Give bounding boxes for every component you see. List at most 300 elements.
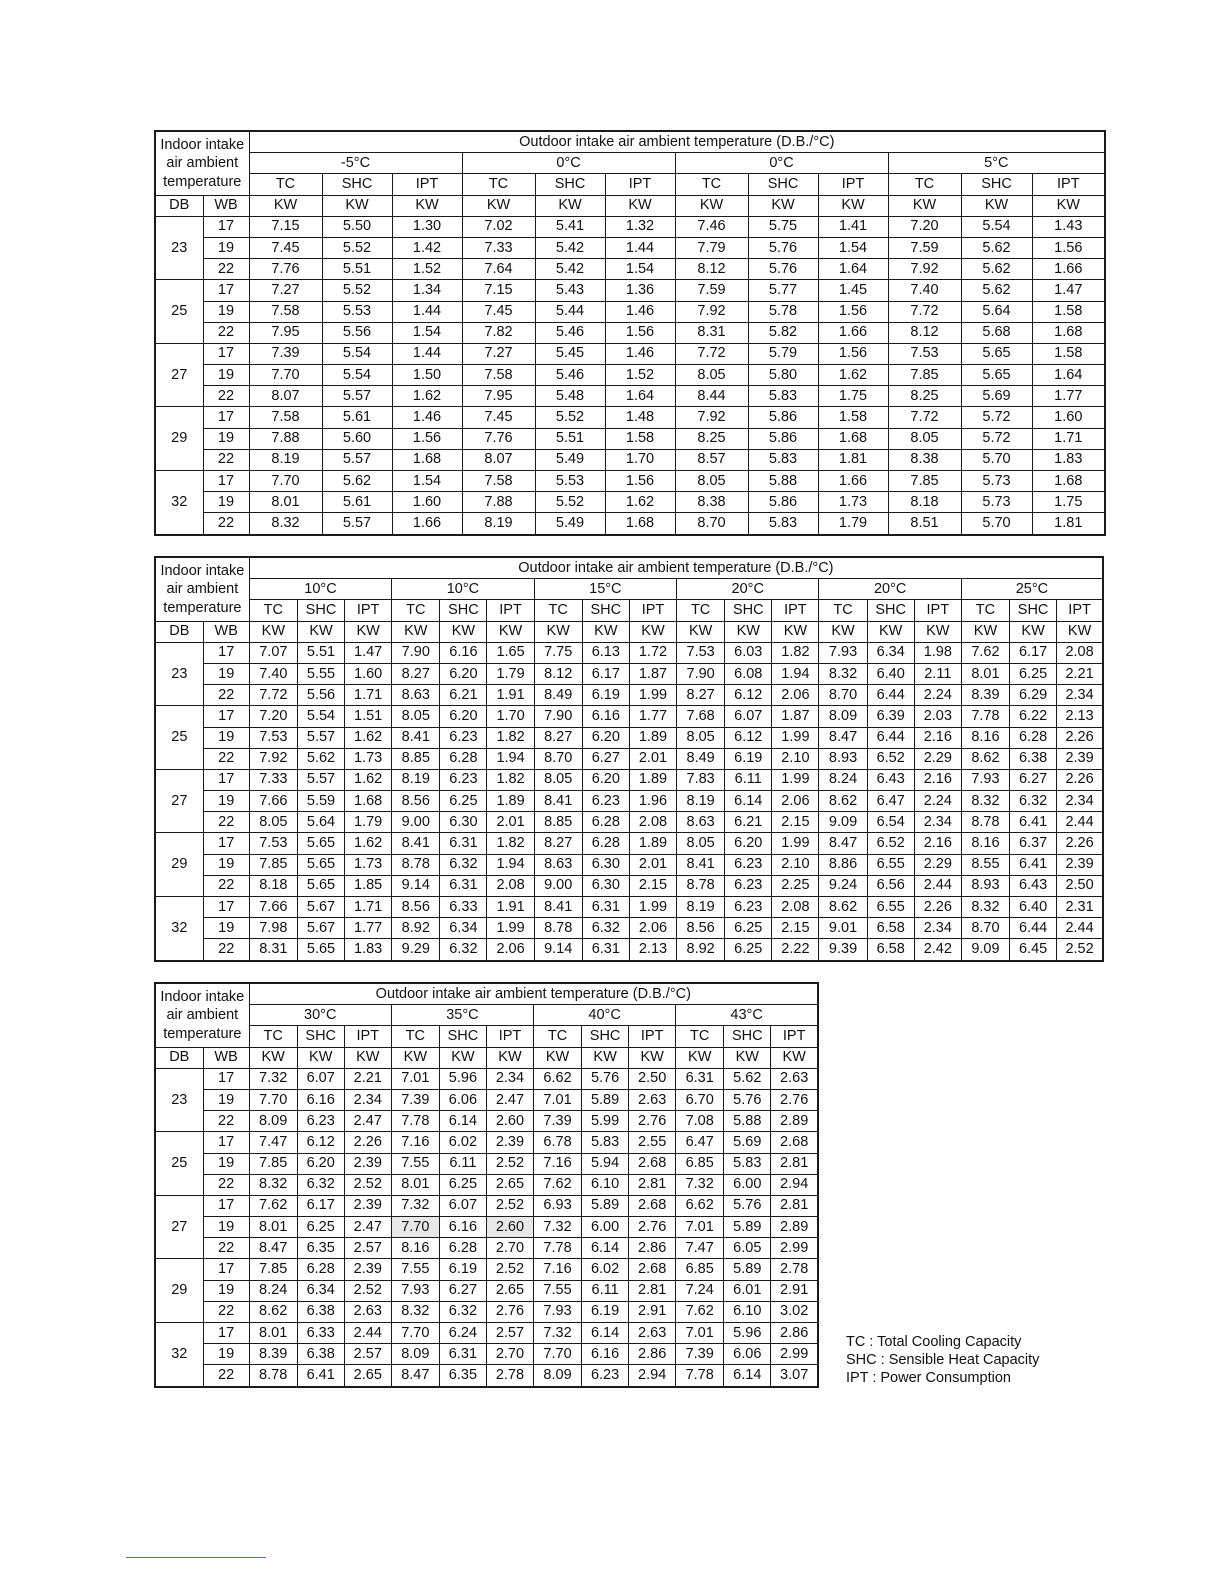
value-cell: 2.39 <box>1057 748 1103 769</box>
value-cell: 5.61 <box>322 407 392 428</box>
value-cell: 2.68 <box>629 1153 676 1174</box>
value-cell: 7.32 <box>676 1174 724 1195</box>
value-cell: 5.56 <box>297 685 344 706</box>
subcol-header: SHC <box>961 174 1032 195</box>
value-cell: 6.32 <box>440 939 487 961</box>
value-cell: 8.78 <box>249 1365 297 1387</box>
value-cell: 6.40 <box>1010 897 1057 918</box>
value-cell: 8.27 <box>392 663 440 684</box>
value-cell: 1.52 <box>392 259 462 280</box>
value-cell: 8.93 <box>961 875 1009 896</box>
value-cell: 8.05 <box>675 471 748 492</box>
value-cell: 5.80 <box>748 365 818 386</box>
value-cell: 8.32 <box>961 791 1009 812</box>
table-row <box>155 833 1103 854</box>
value-cell: 6.23 <box>582 791 629 812</box>
db-cell: 27 <box>155 1195 203 1259</box>
value-cell: 1.34 <box>392 280 462 301</box>
value-cell: 7.88 <box>462 492 535 513</box>
value-cell: 6.32 <box>1010 791 1057 812</box>
unit-cell: KW <box>440 621 487 642</box>
value-cell: 5.43 <box>535 280 605 301</box>
value-cell: 2.06 <box>487 939 534 961</box>
value-cell: 2.52 <box>486 1259 533 1280</box>
value-cell: 6.38 <box>297 1301 344 1322</box>
value-cell: 6.55 <box>867 854 914 875</box>
value-cell: 8.70 <box>961 918 1009 939</box>
value-cell: 6.47 <box>867 791 914 812</box>
value-cell: 8.41 <box>392 833 440 854</box>
wb-cell: 17 <box>203 1132 249 1153</box>
value-cell: 5.54 <box>322 343 392 364</box>
value-cell: 5.94 <box>582 1153 629 1174</box>
value-cell: 8.24 <box>819 769 867 790</box>
subcol-header: TC <box>676 1026 724 1047</box>
value-cell: 7.68 <box>677 706 725 727</box>
value-cell: 5.45 <box>535 343 605 364</box>
table-row <box>155 1153 818 1174</box>
wb-cell: 19 <box>203 301 249 322</box>
value-cell: 1.47 <box>1032 280 1105 301</box>
performance-table-2 <box>154 556 1104 962</box>
value-cell: 6.52 <box>867 748 914 769</box>
value-cell: 6.14 <box>725 791 772 812</box>
value-cell: 6.31 <box>440 833 487 854</box>
table-row <box>155 1217 818 1238</box>
wb-cell: 22 <box>203 875 249 896</box>
db-cell: 32 <box>155 1323 203 1387</box>
value-cell: 7.01 <box>676 1323 724 1344</box>
unit-cell: KW <box>677 621 725 642</box>
value-cell: 2.16 <box>914 833 961 854</box>
value-cell: 8.56 <box>392 897 440 918</box>
value-cell: 2.08 <box>1057 642 1103 663</box>
value-cell: 2.08 <box>629 812 676 833</box>
value-cell: 6.45 <box>1010 939 1057 961</box>
table-row <box>155 1344 818 1365</box>
indoor-header-line: temperature <box>163 173 242 190</box>
value-cell: 6.41 <box>297 1365 344 1387</box>
value-cell: 6.29 <box>1010 685 1057 706</box>
value-cell: 5.82 <box>748 322 818 343</box>
wb-cell: 19 <box>203 727 249 748</box>
wb-cell: 17 <box>203 216 249 237</box>
value-cell: 6.39 <box>867 706 914 727</box>
value-cell: 1.62 <box>392 386 462 407</box>
value-cell: 2.13 <box>1057 706 1103 727</box>
value-cell: 7.78 <box>961 706 1009 727</box>
value-cell: 6.44 <box>867 685 914 706</box>
value-cell: 2.63 <box>629 1089 676 1110</box>
value-cell: 5.77 <box>748 280 818 301</box>
value-cell: 6.32 <box>439 1301 486 1322</box>
value-cell: 1.81 <box>818 449 888 470</box>
value-cell: 2.42 <box>914 939 961 961</box>
subcol-header: SHC <box>748 174 818 195</box>
unit-cell: KW <box>391 1047 439 1068</box>
unit-cell: KW <box>392 621 440 642</box>
value-cell: 8.70 <box>819 685 867 706</box>
value-cell: 5.51 <box>322 259 392 280</box>
value-cell: 1.77 <box>345 918 392 939</box>
db-cell: 29 <box>155 1259 203 1323</box>
value-cell: 2.39 <box>344 1259 391 1280</box>
subcol-header: TC <box>391 1026 439 1047</box>
wb-cell: 17 <box>203 897 249 918</box>
wb-cell: 17 <box>203 280 249 301</box>
value-cell: 5.88 <box>724 1111 771 1132</box>
wb-header: WB <box>203 195 249 216</box>
value-cell: 2.76 <box>486 1301 533 1322</box>
value-cell: 1.46 <box>605 301 675 322</box>
table-row <box>155 280 1105 301</box>
table-row <box>155 897 1103 918</box>
value-cell: 2.06 <box>629 918 676 939</box>
value-cell: 6.41 <box>1010 854 1057 875</box>
value-cell: 1.62 <box>605 492 675 513</box>
value-cell: 6.14 <box>582 1323 629 1344</box>
value-cell: 6.12 <box>725 685 772 706</box>
subcol-header: SHC <box>297 1026 344 1047</box>
value-cell: 8.92 <box>677 939 725 961</box>
value-cell: 2.52 <box>486 1153 533 1174</box>
unit-cell: KW <box>439 1047 486 1068</box>
value-cell: 5.99 <box>582 1111 629 1132</box>
unit-cell: KW <box>724 1047 771 1068</box>
value-cell: 7.59 <box>888 237 961 258</box>
wb-cell: 22 <box>203 1365 249 1387</box>
unit-cell: KW <box>676 1047 724 1068</box>
db-cell: 29 <box>155 407 203 471</box>
value-cell: 7.40 <box>888 280 961 301</box>
value-cell: 6.44 <box>1010 918 1057 939</box>
value-cell: 8.47 <box>819 727 867 748</box>
value-cell: 6.02 <box>439 1132 486 1153</box>
value-cell: 6.27 <box>1010 769 1057 790</box>
value-cell: 6.31 <box>439 1344 486 1365</box>
value-cell: 6.62 <box>534 1068 582 1089</box>
wb-cell: 22 <box>203 449 249 470</box>
value-cell: 8.27 <box>677 685 725 706</box>
value-cell: 8.01 <box>249 492 322 513</box>
value-cell: 5.76 <box>748 237 818 258</box>
unit-cell: KW <box>249 1047 297 1068</box>
value-cell: 6.16 <box>582 1344 629 1365</box>
wb-cell: 17 <box>203 1323 249 1344</box>
value-cell: 7.78 <box>676 1365 724 1387</box>
group-header: 40°C <box>534 1005 676 1026</box>
value-cell: 7.85 <box>249 854 297 875</box>
table-row <box>155 727 1103 748</box>
value-cell: 7.66 <box>249 897 297 918</box>
value-cell: 2.26 <box>1057 727 1103 748</box>
value-cell: 5.64 <box>297 812 344 833</box>
value-cell: 1.99 <box>629 685 676 706</box>
table-row <box>155 1068 818 1089</box>
indoor-header-line: Indoor intake <box>160 136 245 153</box>
value-cell: 6.07 <box>297 1068 344 1089</box>
wb-cell: 19 <box>203 918 249 939</box>
subcol-header: IPT <box>914 600 961 621</box>
value-cell: 1.58 <box>605 428 675 449</box>
value-cell: 7.58 <box>462 471 535 492</box>
value-cell: 5.53 <box>322 301 392 322</box>
value-cell: 6.17 <box>297 1195 344 1216</box>
value-cell: 7.62 <box>676 1301 724 1322</box>
header-row <box>155 983 818 1005</box>
value-cell: 2.89 <box>771 1111 818 1132</box>
value-cell: 6.93 <box>534 1195 582 1216</box>
value-cell: 8.09 <box>249 1111 297 1132</box>
wb-cell: 19 <box>203 365 249 386</box>
subcol-header: IPT <box>1057 600 1103 621</box>
value-cell: 6.32 <box>297 1174 344 1195</box>
value-cell: 1.45 <box>818 280 888 301</box>
unit-cell: KW <box>344 1047 391 1068</box>
subcol-row <box>155 600 1103 621</box>
value-cell: 2.70 <box>486 1344 533 1365</box>
group-header: 20°C <box>677 579 819 600</box>
value-cell: 5.57 <box>322 449 392 470</box>
value-cell: 7.85 <box>888 471 961 492</box>
value-cell: 7.58 <box>462 365 535 386</box>
value-cell: 7.98 <box>249 918 297 939</box>
unit-cell: KW <box>462 195 535 216</box>
wb-cell: 19 <box>203 1153 249 1174</box>
value-cell: 7.16 <box>391 1132 439 1153</box>
value-cell: 1.68 <box>392 449 462 470</box>
value-cell: 7.27 <box>462 343 535 364</box>
value-cell: 8.70 <box>534 748 582 769</box>
value-cell: 7.76 <box>249 259 322 280</box>
value-cell: 6.34 <box>867 642 914 663</box>
wb-header: WB <box>203 621 249 642</box>
value-cell: 6.28 <box>440 748 487 769</box>
value-cell: 2.47 <box>344 1111 391 1132</box>
value-cell: 1.66 <box>818 322 888 343</box>
value-cell: 8.19 <box>677 897 725 918</box>
db-header: DB <box>155 1047 203 1068</box>
value-cell: 5.53 <box>535 471 605 492</box>
value-cell: 2.16 <box>914 727 961 748</box>
table-row <box>155 343 1105 364</box>
group-row <box>155 153 1105 174</box>
value-cell: 8.93 <box>819 748 867 769</box>
wb-cell: 17 <box>203 1068 249 1089</box>
value-cell: 2.39 <box>1057 854 1103 875</box>
value-cell: 8.19 <box>392 769 440 790</box>
wb-cell: 17 <box>203 642 249 663</box>
value-cell: 6.02 <box>582 1259 629 1280</box>
value-cell: 2.78 <box>486 1365 533 1387</box>
value-cell: 7.72 <box>675 343 748 364</box>
value-cell: 7.01 <box>676 1217 724 1238</box>
value-cell: 7.95 <box>249 322 322 343</box>
table-row <box>155 386 1105 407</box>
db-cell: 23 <box>155 642 203 706</box>
value-cell: 1.99 <box>487 918 534 939</box>
table-row <box>155 875 1103 896</box>
value-cell: 2.86 <box>629 1344 676 1365</box>
value-cell: 6.12 <box>297 1132 344 1153</box>
value-cell: 1.32 <box>605 216 675 237</box>
value-cell: 5.72 <box>961 428 1032 449</box>
value-cell: 8.56 <box>392 791 440 812</box>
value-cell: 8.32 <box>391 1301 439 1322</box>
value-cell: 5.55 <box>297 663 344 684</box>
value-cell: 6.20 <box>582 769 629 790</box>
value-cell: 5.79 <box>748 343 818 364</box>
value-cell: 5.65 <box>297 939 344 961</box>
table-row <box>155 322 1105 343</box>
subcol-header: SHC <box>725 600 772 621</box>
value-cell: 8.12 <box>534 663 582 684</box>
value-cell: 8.78 <box>677 875 725 896</box>
value-cell: 8.49 <box>677 748 725 769</box>
value-cell: 6.44 <box>867 727 914 748</box>
indoor-header-line: Indoor intake <box>160 988 245 1005</box>
subcol-header: SHC <box>1010 600 1057 621</box>
value-cell: 1.60 <box>345 663 392 684</box>
unit-cell: KW <box>534 621 582 642</box>
value-cell: 9.00 <box>534 875 582 896</box>
value-cell: 7.92 <box>249 748 297 769</box>
value-cell: 2.03 <box>914 706 961 727</box>
value-cell: 1.96 <box>629 791 676 812</box>
unit-cell: KW <box>535 195 605 216</box>
value-cell: 5.62 <box>961 259 1032 280</box>
value-cell: 6.21 <box>440 685 487 706</box>
value-cell: 7.70 <box>391 1217 439 1238</box>
group-header: 15°C <box>534 579 676 600</box>
value-cell: 1.58 <box>1032 301 1105 322</box>
legend <box>846 1333 1039 1387</box>
value-cell: 6.33 <box>297 1323 344 1344</box>
table-row <box>155 365 1105 386</box>
value-cell: 6.00 <box>582 1217 629 1238</box>
value-cell: 8.62 <box>961 748 1009 769</box>
value-cell: 2.99 <box>771 1238 818 1259</box>
value-cell: 5.83 <box>748 449 818 470</box>
subcol-header: SHC <box>724 1026 771 1047</box>
value-cell: 2.44 <box>1057 918 1103 939</box>
value-cell: 6.34 <box>297 1280 344 1301</box>
value-cell: 2.50 <box>1057 875 1103 896</box>
wb-cell: 22 <box>203 259 249 280</box>
table-row <box>155 428 1105 449</box>
wb-cell: 22 <box>203 1174 249 1195</box>
value-cell: 7.72 <box>888 301 961 322</box>
value-cell: 7.62 <box>534 1174 582 1195</box>
table-row <box>155 449 1105 470</box>
value-cell: 5.51 <box>535 428 605 449</box>
wb-cell: 22 <box>203 812 249 833</box>
value-cell: 6.23 <box>725 897 772 918</box>
value-cell: 1.64 <box>605 386 675 407</box>
value-cell: 6.28 <box>582 833 629 854</box>
value-cell: 5.76 <box>724 1195 771 1216</box>
value-cell: 5.52 <box>322 280 392 301</box>
value-cell: 5.54 <box>322 365 392 386</box>
unit-cell: KW <box>961 621 1009 642</box>
value-cell: 1.83 <box>1032 449 1105 470</box>
value-cell: 7.55 <box>534 1280 582 1301</box>
value-cell: 8.31 <box>675 322 748 343</box>
value-cell: 5.67 <box>297 918 344 939</box>
value-cell: 5.57 <box>322 513 392 535</box>
legend-shc: SHC : Sensible Heat Capacity <box>846 1352 1040 1368</box>
value-cell: 5.83 <box>724 1153 771 1174</box>
value-cell: 7.79 <box>675 237 748 258</box>
value-cell: 5.69 <box>724 1132 771 1153</box>
value-cell: 6.31 <box>440 875 487 896</box>
value-cell: 2.91 <box>629 1301 676 1322</box>
value-cell: 1.56 <box>818 343 888 364</box>
value-cell: 2.11 <box>914 663 961 684</box>
value-cell: 6.70 <box>676 1089 724 1110</box>
value-cell: 2.99 <box>771 1344 818 1365</box>
value-cell: 1.75 <box>818 386 888 407</box>
value-cell: 7.39 <box>249 343 322 364</box>
subcol-header: TC <box>534 1026 582 1047</box>
unit-cell: KW <box>345 621 392 642</box>
value-cell: 1.82 <box>487 769 534 790</box>
db-cell: 27 <box>155 343 203 407</box>
group-row <box>155 1005 818 1026</box>
value-cell: 6.35 <box>439 1365 486 1387</box>
wb-cell: 17 <box>203 769 249 790</box>
value-cell: 8.38 <box>888 449 961 470</box>
wb-cell: 19 <box>203 1344 249 1365</box>
value-cell: 6.31 <box>582 897 629 918</box>
group-header: 20°C <box>819 579 961 600</box>
value-cell: 7.33 <box>249 769 297 790</box>
value-cell: 2.15 <box>772 812 819 833</box>
value-cell: 2.89 <box>771 1217 818 1238</box>
value-cell: 7.62 <box>961 642 1009 663</box>
value-cell: 6.11 <box>582 1280 629 1301</box>
value-cell: 5.46 <box>535 365 605 386</box>
wb-cell: 19 <box>203 1089 249 1110</box>
value-cell: 5.96 <box>724 1323 771 1344</box>
value-cell: 5.73 <box>961 492 1032 513</box>
value-cell: 1.44 <box>392 301 462 322</box>
unit-cell: KW <box>818 195 888 216</box>
value-cell: 8.05 <box>534 769 582 790</box>
db-cell: 23 <box>155 1068 203 1132</box>
outdoor-header: Outdoor intake air ambient temperature (D.B./°C) <box>249 557 1103 579</box>
value-cell: 1.47 <box>345 642 392 663</box>
value-cell: 1.54 <box>605 259 675 280</box>
value-cell: 5.76 <box>748 259 818 280</box>
indoor-header <box>155 983 249 1047</box>
value-cell: 5.89 <box>582 1195 629 1216</box>
value-cell: 1.48 <box>605 407 675 428</box>
db-cell: 25 <box>155 1132 203 1196</box>
value-cell: 1.30 <box>392 216 462 237</box>
unit-cell: KW <box>772 621 819 642</box>
value-cell: 7.40 <box>249 663 297 684</box>
value-cell: 6.00 <box>724 1174 771 1195</box>
value-cell: 1.71 <box>1032 428 1105 449</box>
value-cell: 8.31 <box>249 939 297 961</box>
value-cell: 2.44 <box>1057 812 1103 833</box>
wb-cell: 19 <box>203 791 249 812</box>
value-cell: 8.18 <box>249 875 297 896</box>
value-cell: 6.20 <box>440 663 487 684</box>
value-cell: 1.99 <box>772 727 819 748</box>
value-cell: 8.09 <box>819 706 867 727</box>
